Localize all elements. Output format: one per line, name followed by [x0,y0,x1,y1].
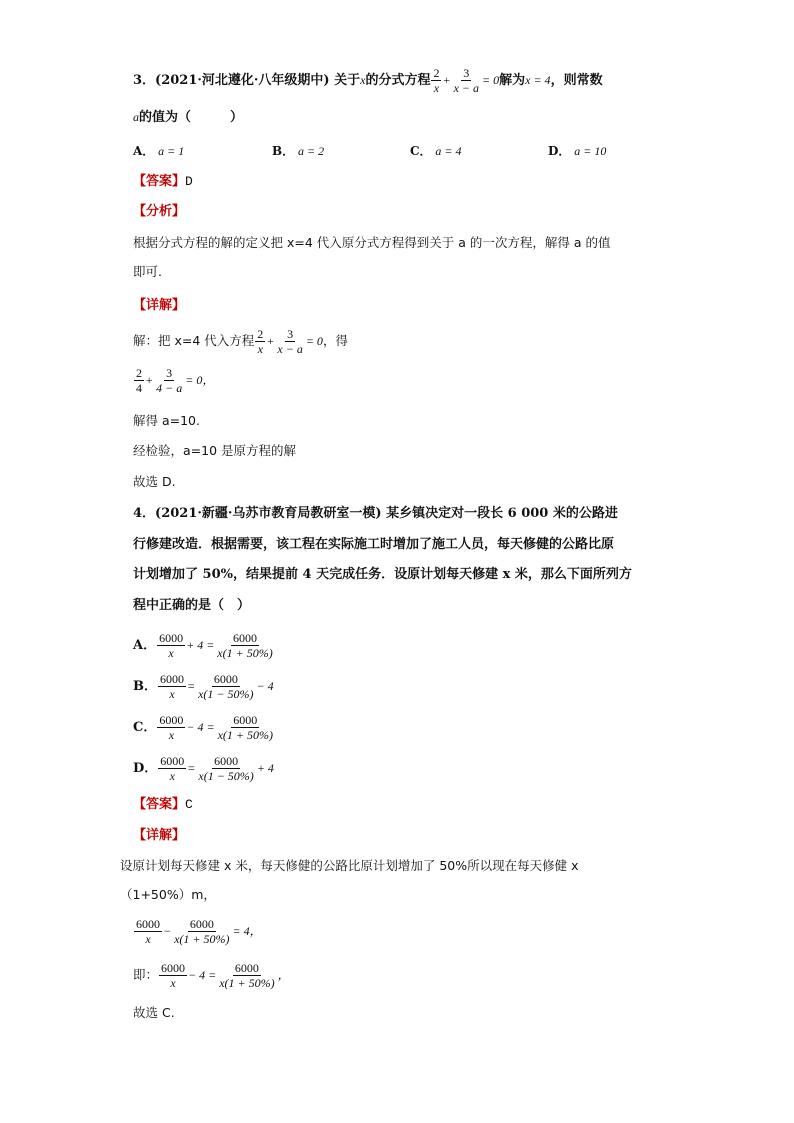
q4-stem-line2: 行修建改造．根据需要，该工程在实际施工时增加了施工人员，每天修健的公路比原 [133,537,615,552]
q3-detail-heading: 【详解】 [133,298,186,313]
q3-stem-line2: a的值为（ ） [133,110,244,125]
q4-option-b: B． $\frac{6000}{x}$ = $\frac{6000}{x(1 - 50\%)}$ − 4 [133,672,274,701]
q3-option-c: C． a = 4 [410,144,462,158]
q3-option-d: D． a = 10 [548,144,607,158]
q4-detail-heading: 【详解】 [133,828,186,843]
q3-solution-line3: 解得 a=10. [133,413,200,428]
q3-fraction-2-over-x: $\frac{2}{x}$ [433,66,440,95]
q3-analysis-heading: 【分析】 [133,204,186,219]
q4-stem-line4: 程中正确的是（ ） [133,598,251,613]
q3-option-a: A． a = 1 [133,144,185,158]
q4-option-a: A． $\frac{6000}{x}$ + 4 = $\frac{6000}{x(1 + 50\%)}$ [133,631,273,660]
q3-solution-line5: 故选 D. [133,474,176,489]
q3-solution-line1: 解：把 x=4 代入方程 $\frac{2}{x}$ + $\frac{3}{x - a}$ = 0，得 [133,327,348,356]
q4-stem-line3: 计划增加了 50%，结果提前 4 天完成任务．设原计划每天修建 x 米，那么下面所列方 [133,567,632,582]
q3-option-b: B． a = 2 [272,144,325,158]
q4-option-d: D． $\frac{6000}{x}$ = $\frac{6000}{x(1 - 50\%)}$ + 4 [133,754,274,783]
q4-solution-line3: $\frac{6000}{x}$ − $\frac{6000}{x(1 + 50\%)}$ = 4， [136,917,262,946]
q4-solution-line2: （1+50%）m， [120,887,216,902]
q4-solution-line5: 故选 C. [133,1005,175,1020]
q4-solution-line4: 即： $\frac{6000}{x}$ − 4 = $\frac{6000}{x(1 + 50\%)}$ ， [133,961,290,990]
q4-solution-line1: 设原计划每天修建 x 米，每天修健的公路比原计划增加了 50%所以现在每天修健 x [120,858,579,873]
q3-solution-line2: $\frac{2}{4}$ + $\frac{3}{4 - a}$ = 0， [136,366,215,395]
q4-option-c: C． $\frac{6000}{x}$ − 4 = $\frac{6000}{x(1 + 50\%)}$ [133,713,273,742]
q3-solution-line4: 经检验，a=10 是原方程的解 [133,443,297,458]
q3-fraction-3-over-x-minus-a: $\frac{3}{x - a}$ [453,66,479,95]
q3-answer: 【答案】D [133,174,193,189]
q3-stem-line1: 3．(2021·河北遵化·八年级期中) 关于x的分式方程 $\frac{2}{x}$ + $\frac{3}{x - a}$ = 0解为x = 4，则常数 [133,66,603,95]
q4-answer: 【答案】C [133,797,193,812]
q3-analysis-text-2: 即可. [133,264,162,279]
q3-analysis-text-1: 根据分式方程的解的定义把 x=4 代入原分式方程得到关于 a 的一次方程，解得 a 的值 [133,235,611,250]
q4-stem-line1: 4．(2021·新疆·乌苏市教育局教研室一模) 某乡镇决定对一段长 6 000 米的公路进 [133,506,618,521]
